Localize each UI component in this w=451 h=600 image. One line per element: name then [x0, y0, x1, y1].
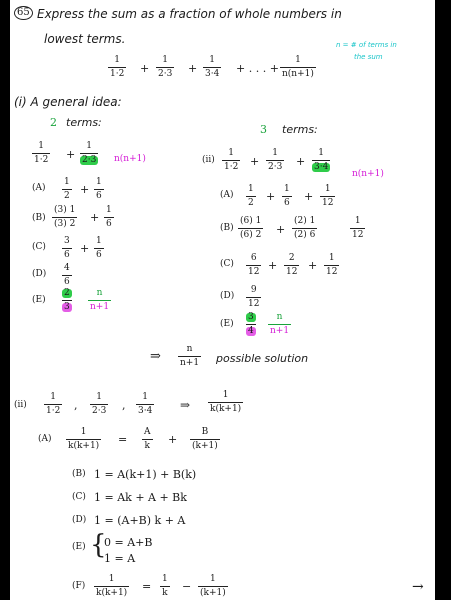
- minus-sign: −: [182, 580, 192, 593]
- part2-term3: 1 3·4: [138, 392, 153, 416]
- left-step-e-frac1: 2 3: [64, 288, 70, 312]
- right-term3: 1 3·4: [314, 148, 329, 172]
- part2-step-b-equation: 1 = A(k+1) + B(k): [94, 468, 197, 481]
- right-step-b-frac3: 1 12: [352, 216, 364, 240]
- note-page: [10, 0, 435, 600]
- right-step-b-label: (B): [220, 223, 234, 233]
- plus-sign: +: [268, 259, 278, 272]
- left-sum-term1: 1 1·2: [34, 141, 49, 165]
- plus-sign: +: [168, 433, 178, 446]
- part2-step-f-label: (F): [72, 581, 86, 591]
- right-step-e-frac2: n n+1: [270, 312, 290, 336]
- plus-sign: +: [250, 155, 260, 168]
- part2-step-c-equation: 1 = Ak + A + Bk: [94, 491, 187, 504]
- part2-step-a-frac-a: A k: [144, 427, 151, 451]
- plus-sign: +: [304, 190, 314, 203]
- part2-step-a-label: (A): [38, 434, 52, 444]
- plus-sign: +: [296, 155, 306, 168]
- right-step-b-frac2: (2) 1 (2) 6: [294, 216, 316, 240]
- plus-sign: +: [90, 211, 100, 224]
- plus-sign: +: [266, 190, 276, 203]
- left-step-a-frac1: 1 2: [64, 177, 70, 201]
- left-step-e-label: (E): [32, 295, 46, 305]
- series-term-1: 1 1·2: [110, 55, 125, 79]
- part2-step-b-label: (B): [72, 469, 86, 479]
- series-term-n: 1 n(n+1): [282, 55, 314, 79]
- part2-step-d-label: (D): [72, 515, 87, 525]
- left-step-c-frac1: 3 6: [64, 236, 70, 260]
- right-step-a-frac2: 1 6: [284, 184, 290, 208]
- left-step-e-frac2: n n+1: [90, 288, 110, 312]
- problem-number: 65: [14, 6, 33, 20]
- right-title-text: terms:: [282, 123, 318, 136]
- right-term1: 1 1·2: [224, 148, 239, 172]
- comma: ,: [122, 399, 126, 412]
- right-title-number: 3: [260, 123, 267, 136]
- plus-sign: +: [80, 183, 90, 196]
- right-step-a-label: (A): [220, 190, 234, 200]
- system-brace: {: [90, 530, 107, 560]
- problem-statement-line1: Express the sum as a fraction of whole numbers in: [37, 7, 342, 21]
- left-step-c-label: (C): [32, 242, 46, 252]
- right-step-c-frac2: 2 12: [286, 253, 298, 277]
- left-step-b-frac2: 1 6: [106, 205, 112, 229]
- plus-sign: +: [308, 259, 318, 272]
- left-step-b-frac1: (3) 1 (3) 2: [54, 205, 76, 229]
- part2-step-a-lhs: 1 k(k+1): [68, 427, 100, 451]
- part2-term2: 1 2·3: [92, 392, 107, 416]
- left-n-label: n(n+1): [114, 154, 146, 164]
- side-note-line2: the sum: [354, 53, 383, 61]
- part2-step-c-label: (C): [72, 492, 86, 502]
- series-term-3: 1 3·4: [205, 55, 220, 79]
- right-step-e-label: (E): [220, 319, 234, 329]
- part2-step-f-frac-b: 1 (k+1): [200, 574, 226, 598]
- part2-step-e-line2: 1 = A: [104, 552, 136, 565]
- part2-step-a-frac-b: B (k+1): [192, 427, 218, 451]
- part2-step-d-equation: 1 = (A+B) k + A: [94, 514, 186, 527]
- continue-arrow: →: [412, 579, 424, 595]
- part2-label: (ii): [14, 400, 27, 410]
- side-note-line1: n = # of terms in: [336, 41, 397, 49]
- part2-step-f-lhs: 1 k(k+1): [96, 574, 128, 598]
- left-step-d-label: (D): [32, 269, 47, 279]
- conclusion-text: possible solution: [216, 352, 309, 365]
- plus-sign: +: [140, 62, 150, 75]
- right-step-e-frac1: 3 4: [248, 312, 254, 336]
- implies-arrow: ⇒: [150, 349, 161, 364]
- right-step-c-label: (C): [220, 259, 234, 269]
- problem-statement-line2: lowest terms.: [44, 32, 126, 46]
- part2-term1: 1 1·2: [46, 392, 61, 416]
- part1-heading: (i) A general idea:: [14, 95, 122, 109]
- left-step-b-label: (B): [32, 213, 46, 223]
- right-step-a-frac3: 1 12: [322, 184, 334, 208]
- part2-step-f-frac-a: 1 k: [162, 574, 168, 598]
- right-step-d-label: (D): [220, 291, 235, 301]
- equals-sign: =: [142, 580, 152, 593]
- left-sum-term2: 1 2·3: [82, 141, 97, 165]
- equals-sign: =: [118, 433, 128, 446]
- plus-sign: +: [80, 242, 90, 255]
- right-n-label: n(n+1): [352, 169, 384, 179]
- plus-sign: +: [66, 148, 76, 161]
- left-step-a-label: (A): [32, 183, 46, 193]
- right-step-c-frac1: 6 12: [248, 253, 260, 277]
- right-step-d-frac: 9 12: [248, 285, 260, 309]
- series-dots: + . . . +: [236, 62, 279, 75]
- left-step-a-frac2: 1 6: [96, 177, 102, 201]
- left-title-number: 2: [50, 116, 57, 129]
- comma: ,: [74, 399, 78, 412]
- plus-sign: +: [188, 62, 198, 75]
- right-term2: 1 2·3: [268, 148, 283, 172]
- series-term-2: 1 2·3: [158, 55, 173, 79]
- right-step-c-frac3: 1 12: [326, 253, 338, 277]
- part2-step-e-line1: 0 = A+B: [104, 536, 153, 549]
- plus-sign: +: [276, 223, 286, 236]
- part2-step-e-label: (E): [72, 542, 86, 552]
- left-title-text: terms:: [66, 116, 102, 129]
- left-step-d-frac: 4 6: [64, 263, 70, 287]
- left-step-c-frac2: 1 6: [96, 236, 102, 260]
- right-step-a-frac1: 1 2: [248, 184, 254, 208]
- implies-arrow: ⇒: [180, 398, 191, 412]
- part2-general-term: 1 k(k+1): [210, 390, 242, 414]
- conclusion-frac: n n+1: [180, 344, 200, 368]
- right-step-b-frac1: (6) 1 (6) 2: [240, 216, 262, 240]
- right-part-label: (ii): [202, 155, 215, 165]
